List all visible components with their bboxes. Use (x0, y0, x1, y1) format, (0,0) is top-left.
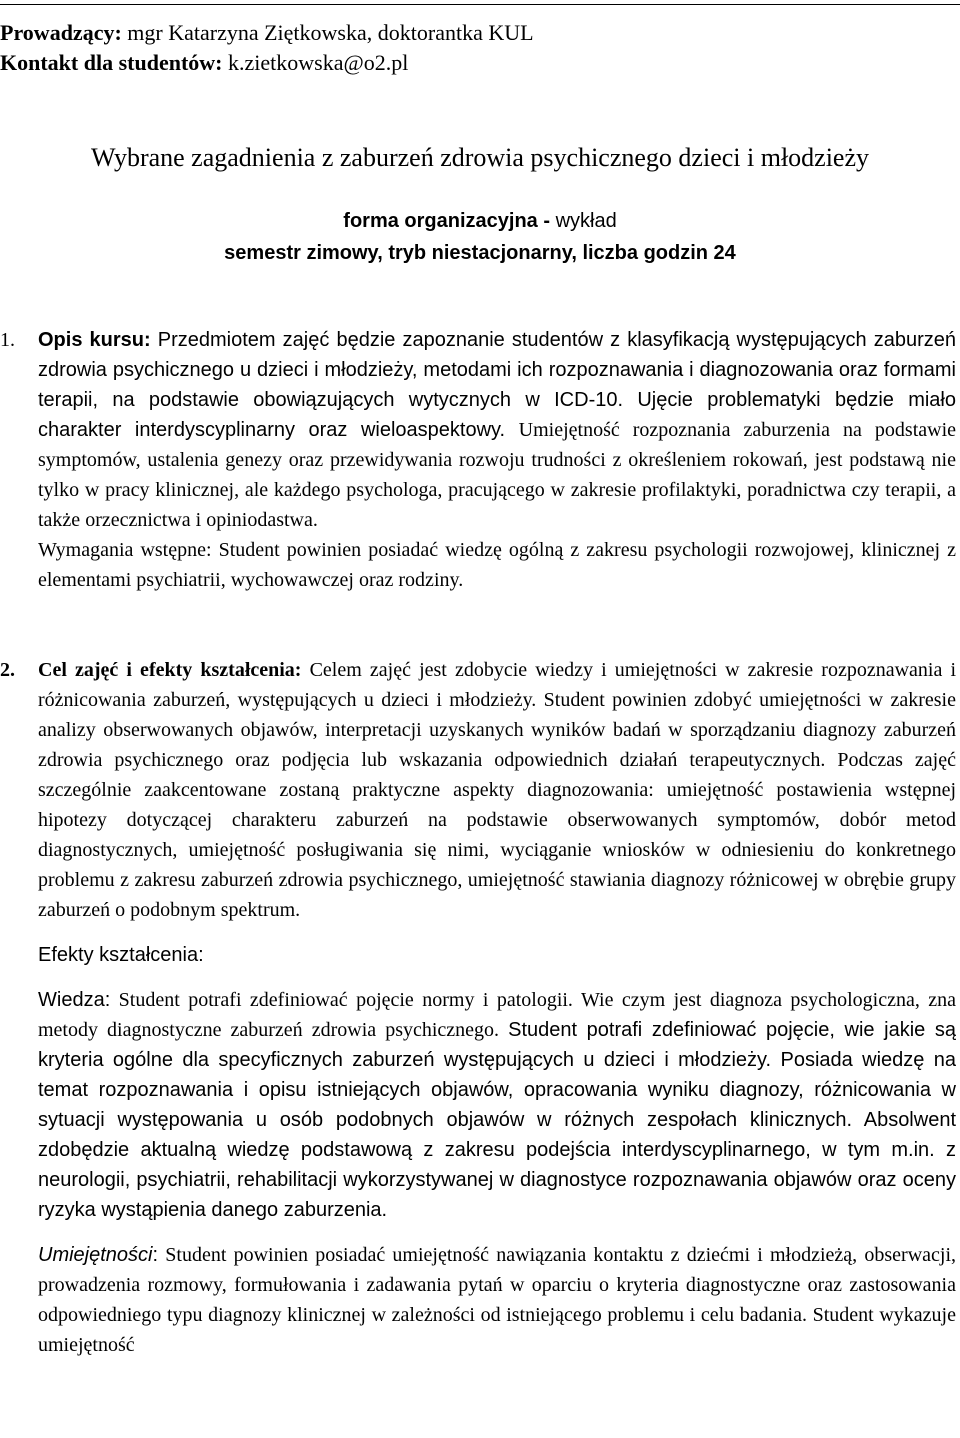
course-form-label: forma organizacyjna - (343, 210, 550, 232)
knowledge-label: Wiedza: (38, 989, 111, 1011)
section-2-number: 2. (0, 659, 15, 681)
section-1-description (38, 325, 956, 535)
course-semester: semestr zimowy, tryb niestacjonarny, liczba godzin 24 (224, 242, 736, 264)
skills-paragraph (38, 1240, 956, 1360)
document-header (0, 18, 534, 78)
section-2-goals (38, 655, 956, 925)
contact-line (0, 48, 534, 78)
skills-colon: : (152, 1244, 159, 1266)
skills-label: Umiejętności (38, 1244, 153, 1266)
skills-text: Student powinien posiadać umiejętność nawiązania kontaktu z dziećmi i młodzieżą, obserwacji, prowadzenia rozmowy, formułowania i zadawania pytań w oparciu o kryteria diagnostyczne oraz zastosowania odpowiedniego typu diagnozy klinicznej w zależności od istniejącego problemu i celu badania. Student wykazuje umiejętność (38, 1244, 957, 1356)
course-form-value: wykład (555, 210, 617, 232)
section-1-requirements: Wymagania wstępne: Student powinien posiadać wiedzę ogólną z zakresu psychologii rozwojowej, klinicznej z elementami psychiatrii, wychowawczej oraz rodziny. (38, 539, 956, 591)
course-form-line (0, 205, 960, 237)
section-1 (38, 325, 956, 595)
knowledge-paragraph (38, 985, 956, 1225)
knowledge-text-a: Student potrafi zdefiniować pojęcie normy i patologii. Wie czym jest diagnoza psychologiczna, zna metody diagnostyczne zaburzeń zdrowia psychicznego. (38, 989, 956, 1041)
contact-label: Kontakt dla studentów: (0, 50, 223, 75)
section-1-text-b: Umiejętność rozpoznania zaburzenia na podstawie symptomów, ustalenia genezy oraz przewidywania rozwoju trudności z określeniem rokowań, jest podstawą nie tylko w pracy klinicznej, ale każdego psychologa, pracującego w zakresie profilaktyki, poradnictwa czy terapii, a także orzecznictwa i opiniodastwa. (38, 419, 956, 531)
top-rule (0, 4, 960, 5)
section-2-text: Celem zajęć jest zdobycie wiedzy i umiejętności w zakresie rozpoznawania i różnicowania zaburzeń, występujących u dzieci i młodzieży. Student powinien zdobyć umiejętności w zakresie analizy obserwowanych objawów, interpretacji uzyskanych wyników badań w sporządzaniu diagnozy zaburzeń zdrowia psychicznego oraz podjęcia lub wskazania odpowiednich działań terapeutycznych. Podczas zajęć szczególnie zaakcentowane zostaną praktyczne aspekty diagnozowania: umiejętność postawienia wstępnej hipotezy dotyczącej charakteru zaburzeń na podstawie obserwowanych symptomów, dobór metod diagnostycznych, umiejętność posługiwania się nimi, wyciąganie wniosków w odniesieniu do konkretnego problemu z zakresu zaburzeń zdrowia psychicznego, umiejętność stawiania diagnozy różnicowej w obrębie grupy zaburzeń o podobnym spektrum. (38, 659, 957, 921)
outcomes-label: Efekty kształcenia: (38, 944, 204, 966)
section-1-heading: Opis kursu: (38, 329, 151, 351)
instructor-line (0, 18, 534, 48)
section-1-text-a: Przedmiotem zajęć będzie zapoznanie studentów z klasyfikacją występujących zaburzeń zdrowia psychicznego u dzieci i młodzieży, metodami ich rozpoznawania i diagnozowania oraz formami terapii, na podstawie obowiązujących wytycznych w ICD-10. Ujęcie problematyki będzie miało charakter interdyscyplinarny oraz wieloaspektowy. (38, 329, 956, 441)
course-subtitle (0, 205, 960, 269)
section-2-heading: Cel zajęć i efekty kształcenia: (38, 659, 302, 681)
section-1-number: 1. (0, 329, 15, 351)
knowledge-text-b: Student potrafi zdefiniować pojęcie, wie jakie są kryteria ogólne dla specyficznych zaburzeń występujących u dzieci i młodzieży. Posiada wiedzę na temat rozpoznawania i opisu istniejących objawów, opracowania wyniku diagnozy, różnicowania w sytuacji występowania u osób podobnych objawów w różnych zespołach klinicznych. Absolwent zdobędzie aktualną wiedzę podstawową z zakresu podejścia interdyscyplinarnego, w tym m.in. z neurologii, psychiatrii, rehabilitacji wykorzystywanej w diagnostyce rozpoznawania objawów oraz oceny ryzyka wystąpienia danego zaburzenia. (38, 1019, 957, 1221)
contact-value: k.zietkowska@o2.pl (227, 50, 409, 75)
instructor-label: Prowadzący: (0, 20, 122, 45)
instructor-value: mgr Katarzyna Ziętkowska, doktorantka KUL (127, 20, 534, 45)
course-semester-line (0, 237, 960, 269)
section-2 (38, 655, 956, 1360)
course-title: Wybrane zagadnienia z zaburzeń zdrowia psychicznego dzieci i młodzieży (90, 143, 870, 172)
